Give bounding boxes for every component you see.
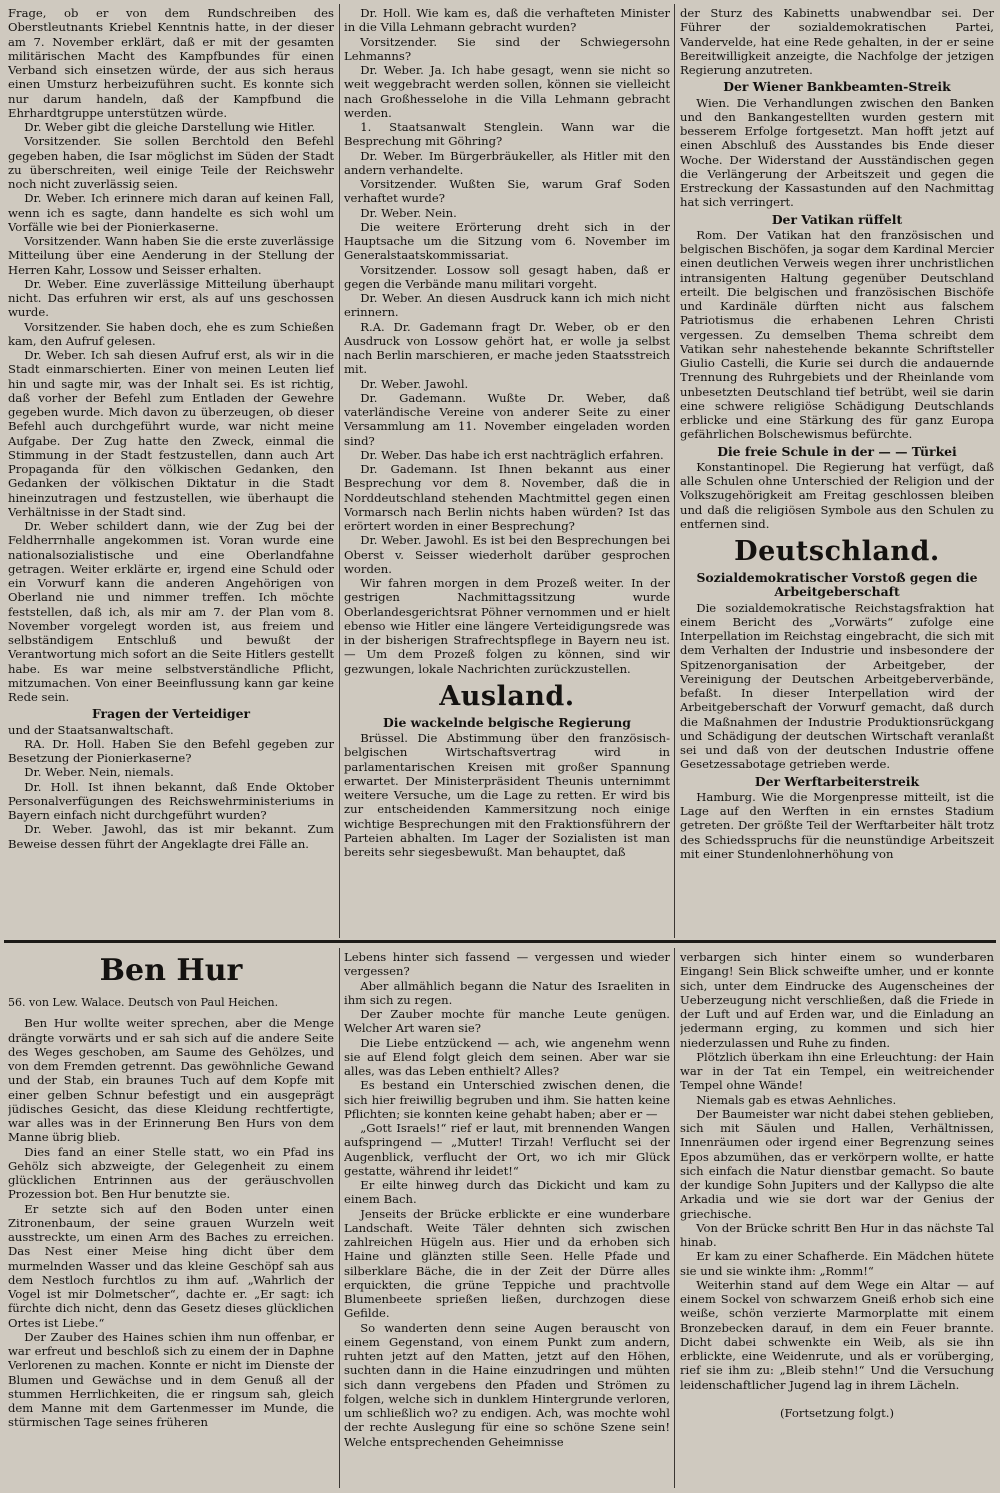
paragraph: Lebens hinter sich fassend — vergessen und wieder vergessen? [344,950,670,979]
paragraph: R.A. Dr. Gademann fragt Dr. Weber, ob er den Ausdruck von Lossow gehört hat, er wolle ja selbst nach Berlin marschieren, er mache jeden Staatsstreich mit. [344,319,670,377]
paragraph: Dr. Gademann. Ist Ihnen bekannt aus einer Besprechung vor dem 8. November, daß die in Norddeutschland stehenden Machtmittel gegen einen Vormarsch nach Berlin nichts haben würden? Ist das erörtert worden in einer Besprechung? [344,462,670,533]
section-heading: Der Vatikan rüffelt [771,211,903,227]
paragraph: Niemals gab es etwas Aehnliches. [696,1092,897,1107]
paragraph: Es bestand ein Unterschied zwischen denen, die sich hier freiwillig begruben und ihm. Sie hatten keine Pflichten; sie konnten keine gehabt haben; aber er — [344,1078,670,1121]
section-heading: Der Werftarbeiterstreik [754,773,920,789]
paragraph: Brüssel. Die Abstimmung über den französisch-belgischen Wirtschaftsvertrag wird in parlamentarischen Kreisen mit großer Spannung erwartet. Der Ministerpräsident Theunis unternimmt weitere Versuche, um die Lage zu retten. Er wird bis zur entscheidenden Kammersitzung noch einige wichtige Besprechungen mit den Fraktionsführern der Parteien abhalten. Im Lager der Sozialisten ist man bereits sehr siegesbewußt. Man behauptet, daß [344,731,670,859]
paragraph: Frage, ob er von dem Rundschreiben des Oberstleutnants Kriebel Kenntnis hatte, in der dieser am 7. November erklärt, daß er mit der gesamten militärischen Macht des Kampfbundes für einen Verband sich einsetzen würde, der aus sich heraus einen Umsturz herbeizuführen sucht. Es konnte sich nur darum handeln, daß der Kampfbund die Ehrhardtgruppe unterstützen würde. [8,6,334,120]
paragraph: Weiterhin stand auf dem Wege ein Altar — auf einem Sockel von schwarzem Gneiß erhob sich eine weiße, schön verzierte Marmorplatte mit einem Bronzebecken darauf, in dem ein Feuer brannte. Dicht dabei schwenkte ein Weib, als sie ihn erblickte, eine Weidenrute, und als er vorüberging, rief sie ihm zu: „Bleib stehn!“ Und die Versuchung leidenschaftlicher Jugend lag in ihrem Lächeln. [680,1277,994,1392]
paragraph: Die sozialdemokratische Reichstagsfraktion hat einem Bericht des „Vorwärts“ zufolge eine Interpellation im Reichstag eingebracht, die sich mit dem Verhalten der Industrie und insbesondere der Spitzenorganisation der Arbeitgeber, der Vereinigung der Deutschen Arbeitgeberverbände, befaßt. In dieser Interpellation wird der Arbeitgeberschaft der Vorwurf gemacht, daß durch die Maßnahmen der Industrie Produktionsrückgang und Schädigung der deutschen Wirtschaft veranlaßt sei und daß von der deutschen Industrie offene Gesetzessabotage getrieben werde. [680,600,994,772]
column-rule [674,4,675,938]
paragraph: Dr. Weber. An diesen Ausdruck kann ich mich nicht erinnern. [344,291,670,320]
paragraph: Die Liebe entzückend — ach, wie angenehm wenn sie auf Elend folgt gleich dem seinen. Aber war sie alles, was das Leben enthielt? Alles? [344,1035,670,1078]
paragraph: Der Zauber mochte für manche Leute genügen. Welcher Art waren sie? [344,1007,670,1036]
paragraph: Der Zauber des Haines schien ihm nun offenbar, er war erfreut und beschloß sich zu einem der in Daphne Verlorenen zu machen. Konnte er nicht im Dienste der Blumen und Gewächse und in dem Genuß all der stummen Herrlichkeiten, die er ringsum sah, gleich dem Manne mit dem Gartenmesser im Munde, die stürmischen Tage seines früheren [8,1329,334,1430]
paragraph: Hamburg. Wie die Morgenpresse mitteilt, ist die Lage auf den Werften in ein ernstes Stadium getreten. Der größte Teil der Werftarbeiter hält trotz des Schiedsspruchs für die neunstündige Arbeitszeit mit einer Stundenlohnerhöhung von [680,789,994,861]
paragraph: 1. Staatsanwalt Stenglein. Wann war die Besprechung mit Göhring? [344,120,670,149]
column-trial-report-1 [8,6,334,938]
paragraph: Dr. Weber gibt die gleiche Darstellung wie Hitler. [24,120,316,134]
column-rule [674,948,675,1488]
paragraph: Die weitere Erörterung dreht sich in der Hauptsache um die Sitzung vom 6. November im Generalstaatskommissariat. [344,219,670,263]
paragraph: Vorsitzender. Sie haben doch, ehe es zum Schießen kam, den Aufruf gelesen. [8,319,334,348]
paragraph: Dr. Weber. Das habe ich erst nachträglich erfahren. [360,447,664,462]
paragraph: Dies fand an einer Stelle statt, wo ein Pfad ins Gehölz sich abzweigte, der Gelegenheit zu einem glücklichen Entrinnen aus der geräuschvollen Prozession bot. Ben Hur benutzte sie. [8,1144,334,1202]
section-title-ausland: Ausland. [439,680,575,712]
paragraph: Dr. Weber. Ich sah diesen Aufruf erst, als wir in die Stadt einmarschierten. Einer von meinen Leuten lief hin und sagte mir, was der Inhalt sei. Es ist richtig, daß vorher der Befehl zum Entladen der Gewehre gegeben wurde. Mich davon zu überzeugen, ob dieser Befehl auch durchgeführt wurde, war nicht meine Aufgabe. Der Zug hatte den Zweck, einmal die Stimmung in der Stadt festzustellen, dann auch Art Propaganda für den völkischen Gedanken, den Gedanken der völkischen Diktatur in die Stadt hineinzutragen und festzustellen, wie überhaupt die Verhältnisse in der Stadt sind. [8,348,334,519]
section-heading: Sozialdemokratischer Vorstoß gegen die Arbeitgeberschaft [696,570,978,600]
paragraph: Vorsitzender. Wußten Sie, warum Graf Soden verhaftet wurde? [344,177,670,206]
column-ben-hur-3 [680,950,994,1488]
column-trial-report-2 [344,6,670,938]
paragraph: Vorsitzender. Wann haben Sie die erste zuverlässige Mitteilung über eine Aenderung in der Stellung der Herren Kahr, Lossow und Seisser erhalten. [8,234,334,277]
column-ben-hur-2 [344,950,670,1488]
paragraph: Dr. Weber schildert dann, wie der Zug bei der Feldherrnhalle angekommen ist. Voran wurde eine nationalsozialistische und eine Oberlandfahne getragen. Weiter erklärte er, irgend eine Schuld oder ein Vorwurf kann die anderen Angehörigen von Oberland nie und nimmer treffen. Ich möchte feststellen, daß ich, als mir am 7. der Plan vom 8. November vorgelegt worden ist, aus freiem und selbständigem Entschluß und bewußt der Verantwortung mich sofort an die Seite Hitlers gestellt habe. Es war meine selbstverständliche Pflicht, mitzumachen. Von einer Beeinflussung kann gar keine Rede sein. [8,519,334,704]
paragraph: Vorsitzender. Sie sollen Berchtold den Befehl gegeben haben, die Isar möglichst im Süden der Stadt zu überschreiten, weil einige Teile der Reichswehr noch nicht zuverlässig seien. [8,134,334,191]
paragraph: „Gott Israels!“ rief er laut, mit brennenden Wangen aufspringend — „Mutter! Tirzah! Verflucht sei der Augenblick, verflucht der Ort, wo ich mir Glück gestatte, während ihr leidet!“ [344,1121,670,1178]
column-news [680,6,994,938]
paragraph: So wanderten denn seine Augen berauscht von einem Gegenstand, von einem Punkt zum andern, ruhten jetzt auf den Matten, jetzt auf den Höhen, suchten dann in die Haine einzudringen und mühten sich dann vergebens den Pfaden und Strömen zu folgen, welche sich in dunklem Hintergrunde verloren, um schließlich wo? zu endigen. Ach, was mochte wohl der rechte Auslegung für eine so schöne Szene sein! Welche entsprechenden Geheimnisse [344,1320,670,1449]
paragraph: Dr. Weber. Ich erinnere mich daran auf keinen Fall, wenn ich es sagte, dann handelte es sich wohl um Vorfälle wie bei der Pionierkaserne. [8,191,334,234]
paragraph: Jenseits der Brücke erblickte er eine wunderbare Landschaft. Weite Täler dehnten sich zwischen zahlreichen Hügeln aus. Hier und da erhoben sich Haine und glänzten stille Seen. Helle Pfade und silberklare Bäche, die in der Zeit der Dürre alles erquickten, die grüne Teppiche und prachtvolle Blumenbeete sprießen ließen, durchzogen diese Gefilde. [344,1206,670,1321]
section-heading: Der Wiener Bankbeamten-Streik [723,79,951,95]
serial-byline: 56. von Lew. Walace. Deutsch von Paul Heichen. [8,996,279,1009]
paragraph: Dr. Weber. Jawohl, das ist mir bekannt. Zum Beweise dessen führt der Angeklagte drei Fälle an. [8,822,334,851]
section-title-deutschland: Deutschland. [734,536,940,567]
paragraph: Wir fahren morgen in dem Prozeß weiter. In der gestrigen Nachmittagssitzung wurde Oberlandesgerichtsrat Pöhner vernommen und er hielt ebenso wie Hitler eine längere Verteidigungsrede was in der bisherigen Strafrechtspflege in Bayern neu ist. — Um dem Prozeß folgen zu können, sind wir gezwungen, lokale Nachrichten zurückzustellen. [344,576,670,676]
paragraph: Konstantinopel. Die Regierung hat verfügt, daß alle Schulen ohne Unterschied der Religion und der Volkszugehörigkeit am Freitag geschlossen bleiben und daß die religiösen Symbole aus den Schulen zu entfernen sind. [680,459,994,531]
paragraph: Dr. Weber. Jawohl. [360,376,469,391]
column-rule [339,948,340,1488]
paragraph: Dr. Weber. Ja. Ich habe gesagt, wenn sie nicht so weit weggebracht werden sollen, können sie vielleicht nach Großhesselohe in die Villa Lehmann gebracht werden. [344,63,670,120]
column-ben-hur-1 [8,950,334,1488]
paragraph: Plötzlich überkam ihn eine Erleuchtung: der Hain war in der Tat ein Tempel, ein weitreichender Tempel ohne Wände! [680,1049,994,1093]
paragraph: Er kam zu einer Schafherde. Ein Mädchen hütete sie und sie winkte ihm: „Romm!“ [680,1249,994,1278]
paragraph: Dr. Weber. Im Bürgerbräukeller, als Hitler mit den andern verhandelte. [344,148,670,177]
paragraph: Dr. Weber. Eine zuverlässige Mitteilung überhaupt nicht. Das erfuhren wir erst, als auf uns geschossen wurde. [8,276,334,320]
paragraph: der Sturz des Kabinetts unabwendbar sei. Der Führer der sozialdemokratischen Partei, Vandervelde, hat eine Rede gehalten, in der er seine Bereitwilligkeit anzeigte, die Nachfolge der jetzigen Regierung anzutreten. [680,6,994,77]
feuilleton-divider [4,940,996,943]
continuation-note: (Fortsetzung folgt.) [779,1405,894,1420]
paragraph: Der Baumeister war nicht dabei stehen geblieben, sich mit Säulen und Hallen, Verhältnissen, Innenräumen oder irgend einer Begrenzung seines Epos abzumühen, das er verkörpern wollte, er hatte sich einfach die Natur dienstbar gemacht. So baute der kundige Sohn Jupiters und der Kallypso die alte Arkadia und wie sie dort war der Genius der griechische. [680,1106,994,1221]
column-rule [339,4,340,938]
paragraph: Aber allmählich begann die Natur des Israeliten in ihm sich zu regen. [344,978,670,1007]
paragraph: Dr. Gademann. Wußte Dr. Weber, daß vaterländische Vereine von anderer Seite zu einer Versammlung am 11. November eingeladen worden sind? [344,390,670,448]
paragraph: Dr. Weber. Jawohl. Es ist bei den Besprechungen bei Oberst v. Seisser wiederholt darüber gesprochen worden. [344,533,670,576]
serial-title: Ben Hur [99,953,243,988]
section-heading: Die freie Schule in der — — Türkei [717,443,957,459]
paragraph: Vorsitzender. Sie sind der Schwiegersohn Lehmanns? [344,34,670,63]
paragraph: Dr. Holl. Ist ihnen bekannt, daß Ende Oktober Personalverfügungen des Reichswehrministeriums in Bayern einfach nicht durchgeführt wurden? [8,779,334,822]
paragraph: Wien. Die Verhandlungen zwischen den Banken und den Bankangestellten wurden gestern mit besserem Erfolge fortgesetzt. Man hofft jetzt auf einen Abschluß des Ausstandes bis Ende dieser Woche. Der Widerstand der Ausständischen gegen die Verlängerung der Arbeitszeit und gegen die Erstreckung der Kassastunden auf den Nachmittag hat sich verringert. [680,95,994,210]
paragraph: Vorsitzender. Lossow soll gesagt haben, daß er gegen die Verbände manu militari vorgeht. [344,262,670,291]
section-heading: Die wackelnde belgische Regierung [383,714,631,730]
paragraph: Ben Hur wollte weiter sprechen, aber die Menge drängte vorwärts und er sah sich auf die andere Seite des Weges geschoben, am Saume des Gehölzes, und von dem Fremden getrennt. Das gewöhnliche Gewand und der Stab, ein braunes Tuch auf dem Kopfe mit einer gelben Schnur befestigt und ein ausgeprägt jüdisches Gesicht, das diese Kleidung rechtfertigte, war alles was in der Erinnerung Ben Hurs von dem Manne übrig blieb. [8,1016,334,1145]
paragraph: Dr. Weber. Nein, niemals. [24,765,174,780]
paragraph: Er setzte sich auf den Boden unter einen Zitronenbaum, der seine grauen Wurzeln weit ausstreckte, um einen Arm des Baches zu erreichen. Das Nest einer Meise hing dicht über dem murmelnden Wasser und das kleine Geschöpf sah aus dem Nestloch furchtlos zu ihm auf. „Wahrlich der Vogel ist mir Dolmetscher“, dachte er. „Er sagt: ich fürchte dich nicht, denn das Gesetz dieses glücklichen Ortes ist Liebe.“ [8,1201,334,1330]
paragraph: RA. Dr. Holl. Haben Sie den Befehl gegeben zur Besetzung der Pionierkaserne? [8,736,334,765]
paragraph: verbargen sich hinter einem so wunderbaren Eingang! Sein Blick schweifte umher, und er konnte sich, unter dem Eindrucke des Augenscheines der Ueberzeugung nicht verschließen, daß die Friede in der Luft und auf Erden war, und die Einladung an jedermann erging, zu kommen und sich hier niederzulassen und Ruhe zu finden. [680,950,994,1050]
paragraph: Dr. Holl. Wie kam es, daß die verhafteten Minister in die Villa Lehmann gebracht wurden? [344,6,670,35]
paragraph: Er eilte hinweg durch das Dickicht und kam zu einem Bach. [344,1178,670,1207]
paragraph: Dr. Weber. Nein. [360,205,457,220]
paragraph: Von der Brücke schritt Ben Hur in das nächste Tal hinab. [680,1220,994,1249]
paragraph: und der Staatsanwaltschaft. [8,722,174,737]
section-heading: Fragen der Verteidiger [91,706,251,722]
paragraph: Rom. Der Vatikan hat den französischen und belgischen Bischöfen, ja sogar dem Kardinal Mercier einen deutlichen Verweis wegen ihrer unchristlichen intransigenten Haltung gegenüber Deutschland erteilt. Die belgischen und französischen Bischöfe und Kardinäle dürften nicht aus falschem Patriotismus die erhabenen Lehren Christi vergessen. Zu demselben Thema schreibt dem Vatikan sehr nahestehende bekannte Schriftsteller Giulio Castelli, die Kurie sei durch die andauernde Trennung des Ruhrgebiets und der Rheinlande vom unbesetzten Deutschland tief betrübt, weil sie darin eine schwere religiöse Schädigung Deutschlands erblicke und eine Stärkung des für ganz Europa gefährlichen Bolschewismus befürchte. [680,227,994,442]
